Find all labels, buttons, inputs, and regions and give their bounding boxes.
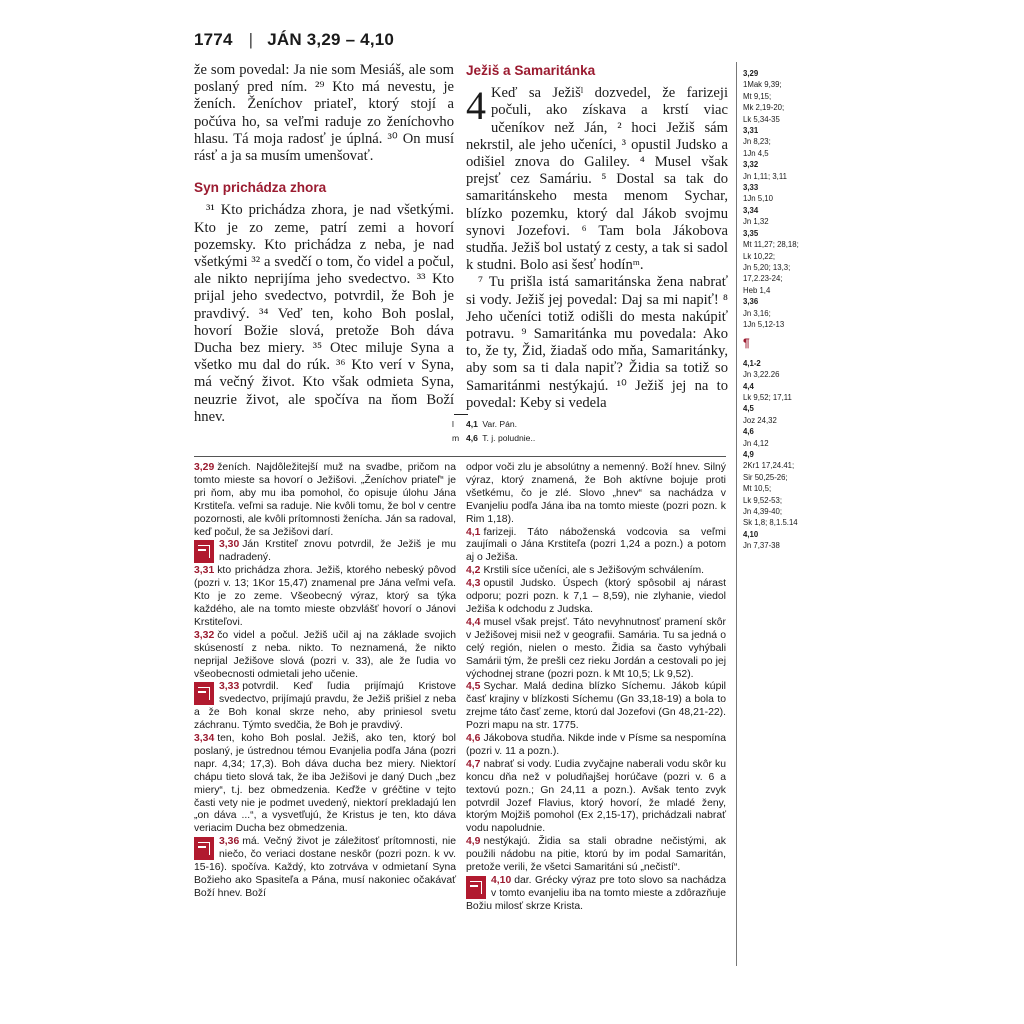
study-note bbox=[466, 565, 726, 578]
study-note bbox=[194, 539, 456, 565]
cross-reference-group bbox=[743, 358, 813, 552]
note-reference: 4,7 bbox=[466, 758, 481, 770]
note-text: musel však prejsť. Táto nevyhnutnosť pramení skôr v Ježišovej misii než v geografii. Samária. Tu sa jedná o celý región, nielen o mesto. Židia sa často vyhýbali Samárii tým, že prešli cez rieku Jordán a cestovali po jej východnej strane (pozri pozn. k Mt 10,5; Lk 9,52). bbox=[466, 616, 726, 680]
study-notes-divider bbox=[194, 456, 726, 457]
cross-reference-group bbox=[743, 68, 813, 330]
study-note bbox=[466, 875, 726, 914]
note-text: nestýkajú. Židia sa stali obradne nečistými, ak použili nádobu na pitie, ktorú by im podal Samaritán, pretože verili, že všetci Samaritáni sú „nečistí“. bbox=[466, 836, 726, 874]
footnote bbox=[452, 431, 535, 445]
note-reference: 3,29 bbox=[194, 462, 215, 473]
cross-reference-item: Joz 24,32 bbox=[743, 415, 777, 425]
note-text: potvrdil. Keď ľudia prijímajú Kristove svedectvo, prijímajú pravdu, že Ježiš prišiel z neba a že Boh konal skrze neho, aby priniesol svetu záchranu. Týmto svedčia, že Boh je pravdivý. bbox=[194, 681, 456, 732]
note-text: Sychar. Malá dedina blízko Síchemu. Jákob kúpil časť krajiny v blízkosti Síchemu (Gn 33,18-19) a bola to zrejme táto časť zeme, ktorú dal Jozefovi (Gn 48,21-22). Pozri mapu na str. 1775. bbox=[466, 681, 726, 732]
footnote-label: l bbox=[452, 419, 454, 429]
cross-reference-verse: 3,29 bbox=[743, 69, 759, 78]
cross-reference-item: 1Jn 5,12-13 bbox=[743, 319, 785, 329]
cross-reference-item: Jn 4,39-40; bbox=[743, 507, 783, 517]
study-note bbox=[194, 565, 456, 630]
study-note bbox=[466, 578, 726, 617]
running-title: JÁN 3,29 – 4,10 bbox=[267, 30, 395, 49]
study-note bbox=[466, 462, 726, 527]
footnote-text: T. j. poludnie.. bbox=[482, 433, 536, 443]
footnote-rule bbox=[454, 414, 468, 415]
cross-reference-item: Jn 8,23; bbox=[743, 137, 771, 147]
study-note bbox=[194, 681, 456, 733]
cross-reference-item: Mt 9,15; bbox=[743, 91, 772, 101]
note-text: nabrať si vody. Ľudia zvyčajne naberali vodu skôr ku koncu dňa než v poludňajšej horúčave (pozri v. 6 a textovú pozn.; Gn 24,11 a pozn.). Avšak tento zvyk potvrdil Jozef Flavius, ktorý hovorí, že mladé ženy, ktorým Mojžiš pomohol (Ex 2,15-17), prichádzali nabrať vodu napoludnie. bbox=[466, 758, 726, 835]
note-text: ženích. Najdôležitejší muž na svadbe, pričom na tomto mieste sa hovorí o Ježišovi. „Ženíchov priateľ“ je pri ňom, aby mu iba pomohol, čo opisuje úlohu Jána Krstiteľa. veľmi sa raduje. Nie kvôli tomu, že bol v centre pozornosti, ale kvôli prítomnosti ženícha. Ján sa radoval, keď počul, že sa Ježišovi darí. bbox=[194, 462, 456, 538]
paragraph-mark: ¶ bbox=[743, 336, 750, 351]
study-note bbox=[466, 759, 726, 836]
note-reference: 3,34 bbox=[194, 733, 215, 745]
application-icon bbox=[466, 876, 486, 899]
note-reference: 4,5 bbox=[466, 681, 481, 693]
cross-reference-item: 1Jn 5,10 bbox=[743, 194, 773, 204]
study-note bbox=[466, 681, 726, 733]
cross-reference-item: Jn 5,20; 13,3; bbox=[743, 262, 791, 272]
verse-paragraph: že som povedal: Ja nie som Mesiáš, ale som poslaný pred ním. ²⁹ Kto má nevestu, je ženích. Ženíchov priateľ, ktorý stojí a počúva ho, sa veľmi raduje zo ženíchovho hlasu. Tá moja radosť je úplná. ³⁰ On musí rásť a ja sa musím umenšovať. bbox=[194, 62, 454, 165]
cross-reference-item: Mt 10,5; bbox=[743, 484, 772, 494]
cross-reference-verse: 4,4 bbox=[743, 381, 754, 391]
note-text: Krstili síce učeníci, ale s Ježišovým schválením. bbox=[483, 565, 705, 577]
cross-reference-verse: 3,31 bbox=[743, 126, 759, 136]
bible-text-column-right bbox=[466, 62, 728, 412]
chapter-number: 4 bbox=[466, 83, 486, 129]
cross-reference-item: Lk 10,22; bbox=[743, 251, 776, 261]
note-reference: 3,32 bbox=[194, 629, 215, 641]
verse-paragraph: Keď sa Ježišˡ dozvedel, že farizeji počuli, ako získava a krstí viac učeníkov než Ján, ² hoci Ježiš sám nekrstil, ale jeho učeníci, ³ opustil Judsko a odišiel znova do Galiley. ⁴ Musel však prejsť cez Samáriu. ⁵ Dostal sa tak do samaritánskeho mesta menom Sychar, blízko pozemku, ktorý dal Jákob svojmu synovi Jozefovi. ⁶ Tam bola Jákobova studňa. Ježiš bol ustatý z cesty, a tak si sadol k studni. Bolo asi šesť hodínᵐ. bbox=[466, 85, 728, 274]
running-header bbox=[194, 30, 394, 50]
cross-reference-item: 2Kr1 17,24.41; bbox=[743, 461, 795, 471]
page-number: 1774 bbox=[194, 30, 233, 49]
note-text: dar. Grécky výraz pre toto slovo sa nachádza v tomto evanjeliu iba na tomto mieste a zdôrazňuje Božiu milosť skrze Krista. bbox=[466, 875, 726, 912]
cross-reference-item: Sir 50,25-26; bbox=[743, 472, 788, 482]
footnote-text: Var. Pán. bbox=[482, 419, 518, 429]
study-note bbox=[466, 733, 726, 759]
cross-reference-item: Heb 1,4 bbox=[743, 285, 771, 295]
note-reference: 4,4 bbox=[466, 616, 481, 628]
footnote-label: m bbox=[452, 433, 460, 443]
cross-reference-item: 17,2.23-24; bbox=[743, 274, 783, 284]
cross-reference-verse: 3,32 bbox=[743, 160, 759, 170]
note-reference: 3,36 bbox=[219, 836, 240, 848]
footnote-ref: 4,1 bbox=[466, 419, 478, 429]
note-text: odpor voči zlu je absolútny a nemenný. Boží hnev. Silný výraz, ktorý znamená, že Boh aktívne bojuje proti všetkému, čo je zlé. Slovo „hnev“ sa nachádza v Evanjeliu podľa Jána iba na tomto mieste (pozri pozn. k Rim 1,18). bbox=[466, 462, 726, 525]
study-note bbox=[194, 733, 456, 836]
cross-reference-margin bbox=[743, 68, 813, 552]
cross-reference-item: Mt 11,27; 28,18; bbox=[743, 240, 799, 250]
cross-reference-item: Jn 7,37-38 bbox=[743, 541, 780, 551]
note-reference: 3,31 bbox=[194, 565, 215, 577]
cross-reference-item: Sk 1,8; 8,1.5.14 bbox=[743, 518, 798, 528]
cross-reference-item: Jn 3,22.26 bbox=[743, 370, 780, 380]
cross-reference-item: 1Jn 4,5 bbox=[743, 148, 769, 158]
note-reference: 3,30 bbox=[219, 539, 240, 551]
note-text: opustil Judsko. Úspech (ktorý spôsobil aj nárast odporu; pozri pozn. k 7,1 – 8,59), nie zlyhanie, viedol Ježiša k odchodu z Judska. bbox=[466, 578, 726, 615]
note-text: Jákobova studňa. Nikde inde v Písme sa nespomína (pozri v. 11 a pozn.). bbox=[466, 733, 726, 757]
note-text: kto prichádza zhora. Ježiš, ktorého nebeský pôvod (pozri v. 13; 1Kor 15,47) znamenal pre Jána veľmi veľa. Kto je zo zeme. Všeobecný výraz, ktorý sa týka každého, ale na tomto mieste obzvlášť hovorí o Jánovi Krstiteľovi. bbox=[194, 565, 456, 628]
section-heading: Ježiš a Samaritánka bbox=[466, 63, 596, 78]
note-reference: 4,10 bbox=[491, 875, 512, 886]
study-note bbox=[466, 617, 726, 682]
footnote-ref: 4,6 bbox=[466, 433, 478, 443]
cross-reference-item: Lk 9,52-53; bbox=[743, 495, 783, 505]
cross-reference-item: Jn 4,12 bbox=[743, 438, 769, 448]
study-note bbox=[194, 630, 456, 682]
note-reference: 4,6 bbox=[466, 733, 481, 745]
study-note bbox=[194, 836, 456, 901]
note-reference: 4,3 bbox=[466, 578, 481, 590]
note-reference: 4,2 bbox=[466, 565, 481, 577]
note-text: ten, koho Boh poslal. Ježiš, ako ten, ktorý bol poslaný, je ústrednou témou Evanjelia podľa Jána (pozri napr. 4,34; 17,3). Boh dáva ducha bez miery. Niektorí chápu tieto slová tak, že iba Ježišovi je daný Duch „bez miery“, t.j. bez obmedzenia. Keďže v gréčtine v tejto časti vety nie je podmet uvedený, niektorí prekladajú len „on dáva ...“, a vysvetľujú, že Kristus je ten, kto dáva veriacim Ducha bez obmedzenia. bbox=[194, 733, 456, 835]
cross-reference-item: Mk 2,19-20; bbox=[743, 103, 785, 113]
study-notes-left bbox=[194, 462, 456, 901]
cross-reference-verse: 4,1-2 bbox=[743, 358, 761, 368]
note-text: Ján Krstiteľ znovu potvrdil, že Ježiš je mu nadradený. bbox=[219, 539, 456, 564]
verse-paragraph: ⁷ Tu prišla istá samaritánska žena nabrať si vody. Ježiš jej povedal: Daj sa mi napiť! ⁸ Jeho učeníci totiž odišli do mesta nakúpiť potravu. ⁹ Samaritánka mu povedala: Ako to, že ty, Žid, žiadaš odo mňa, Samaritánky, aby som sa ti dala napiť? Židia sa totiž so Samaritánmi nestýkajú. ¹⁰ Ježiš jej na to povedal: Keby si vedela bbox=[466, 274, 728, 411]
note-text: má. Večný život je záležitosť prítomnosti, nie niečo, čo veriaci dostane neskôr (pozri pozn. k vv. 15-16). spočíva. Každý, kto zotrváva v odmietaní Syna Božieho ako Spasiteľa a Pána, musí nakoniec očakávať Boží hnev. Boží bbox=[194, 836, 456, 899]
cross-reference-verse: 3,36 bbox=[743, 297, 759, 307]
text-footnotes bbox=[452, 414, 535, 445]
study-note bbox=[466, 836, 726, 875]
verse-paragraph: ³¹ Kto prichádza zhora, je nad všetkými. Kto je zo zeme, patrí zemi a hovorí pozemsky. Kto prichádza z neba, je nad všetkými ³² a svedčí o tom, čo videl a počul, ale nikto neprijíma jeho svedectvo. ³³ Kto prijal jeho svedectvo, potvrdil, že Boh je pravdivý. ³⁴ Veď ten, koho Boh poslal, hovorí Božie slová, pretože Boh dáva Ducha bez miery. ³⁵ Otec miluje Syna a všetko mu dal do rúk. ³⁶ Kto verí v Syna, má večný život. Kto však odmieta Syna, neuzrie život, ale spočíva na ňom Boží hnev. bbox=[194, 202, 454, 425]
note-text: farizeji. Táto náboženská vodcovia sa veľmi zaujímali o Jána Krstiteľa (pozri 1,24 a pozn.) a potom aj o Ježiša. bbox=[466, 526, 726, 564]
note-reference: 3,33 bbox=[219, 681, 240, 693]
margin-divider bbox=[736, 62, 737, 966]
cross-reference-item: Lk 9,52; 17,11 bbox=[743, 392, 792, 402]
study-note bbox=[466, 527, 726, 566]
cross-reference-verse: 3,34 bbox=[743, 205, 759, 215]
study-notes-right bbox=[466, 462, 726, 914]
cross-reference-verse: 3,35 bbox=[743, 228, 759, 238]
bible-text-column-left bbox=[194, 62, 454, 426]
cross-reference-verse: 4,9 bbox=[743, 450, 754, 459]
cross-reference-verse: 4,5 bbox=[743, 404, 754, 414]
footnote bbox=[452, 417, 535, 431]
study-note bbox=[194, 462, 456, 539]
application-icon bbox=[194, 837, 214, 860]
header-separator: | bbox=[248, 30, 254, 49]
cross-reference-verse: 4,10 bbox=[743, 529, 759, 539]
section-heading: Syn prichádza zhora bbox=[194, 180, 327, 196]
cross-reference-item: 1Mak 9,39; bbox=[743, 80, 782, 90]
application-icon bbox=[194, 682, 214, 705]
cross-reference-verse: 4,6 bbox=[743, 427, 754, 437]
cross-reference-item: Lk 5,34-35 bbox=[743, 114, 780, 124]
cross-reference-verse: 3,33 bbox=[743, 183, 759, 193]
cross-reference-item: Jn 1,11; 3,11 bbox=[743, 171, 787, 181]
note-text: čo videl a počul. Ježiš učil aj na základe svojich skúseností z neba. nikto. To neznamená, že nikto neprijal Ježišove slová (pozri v. 33), ale že ľudia vo všeobecnosti odmietali jeho učenie. bbox=[194, 629, 456, 680]
cross-reference-item: Jn 1,32 bbox=[743, 217, 769, 227]
application-icon bbox=[194, 540, 214, 563]
note-reference: 4,9 bbox=[466, 836, 481, 848]
cross-reference-item: Jn 3,16; bbox=[743, 308, 771, 318]
note-reference: 4,1 bbox=[466, 526, 481, 538]
